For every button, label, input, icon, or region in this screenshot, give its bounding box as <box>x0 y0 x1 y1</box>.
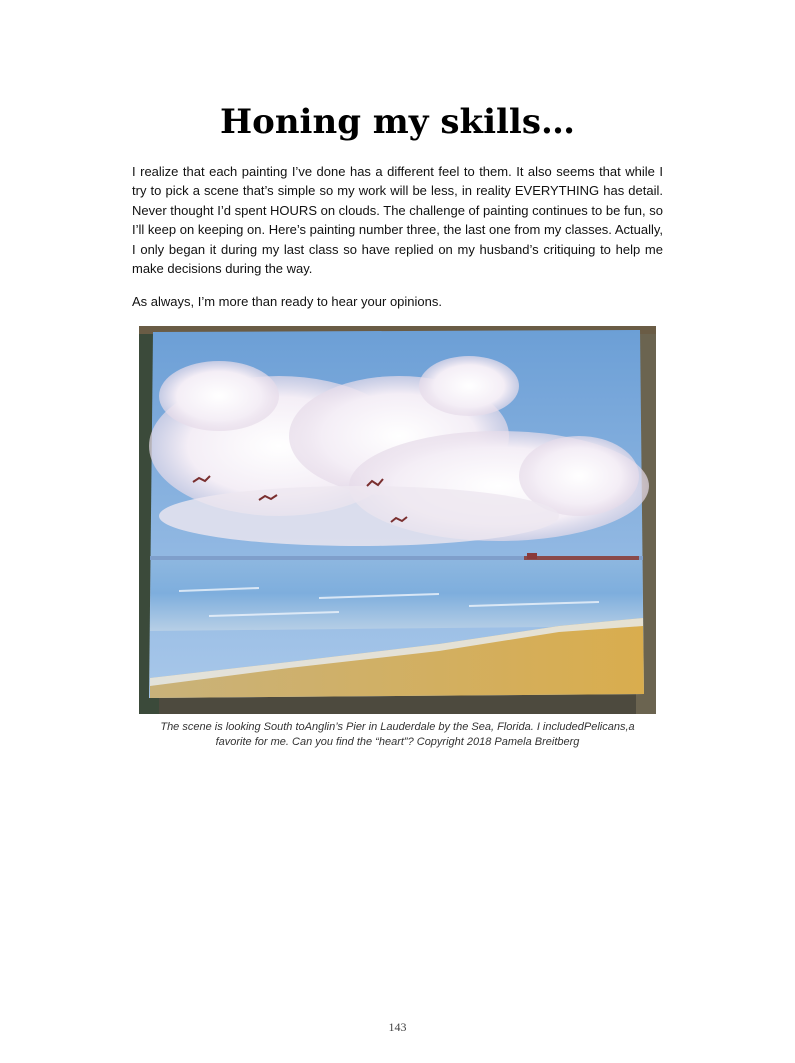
intro-paragraph: I realize that each painting I’ve done has a different feel to them. It also seems that while I try to pick a scene that’s simple so my work will be less, in reality EVERYTHING has detail. Never thought I’d spent HOURS on clouds. The challenge of painting continues to be fun, so I’ll keep on keeping on. Here’s painting number three, the last one from my classes. Actually, I only began it during my last class so have replied on my husband’s critiquing to help me make decisions during the way. <box>132 164 663 277</box>
painting-photo <box>139 326 656 714</box>
painting-image <box>139 326 656 714</box>
caption-line-1: The scene is looking South toAnglin’s Pier in Lauderdale by the Sea, Florida. I includedPelicans,a <box>160 721 635 733</box>
figure-caption <box>140 720 655 750</box>
closing-paragraph: As always, I’m more than ready to hear your opinions. <box>132 294 442 309</box>
caption-line-2: favorite for me. Can you find the “heart”? Copyright 2018 Pamela Breitberg <box>215 736 580 748</box>
page-title: Honing my skills… <box>220 102 575 142</box>
page-number: 143 <box>388 1020 407 1034</box>
